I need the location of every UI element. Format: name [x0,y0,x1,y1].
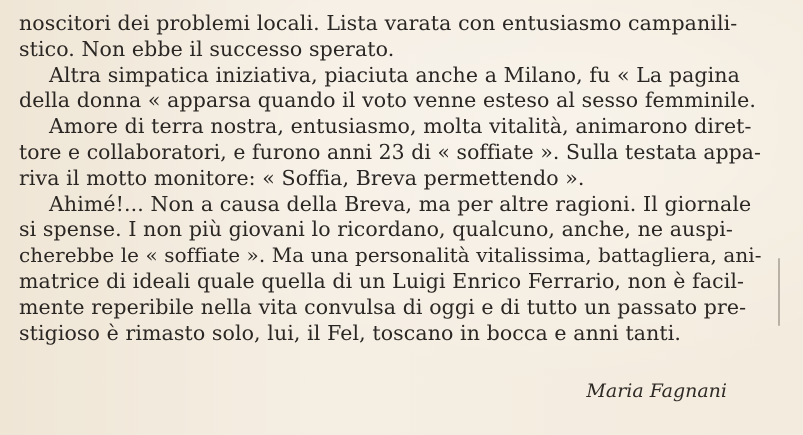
text-line: stico. Non ebbe il successo sperato. [19,36,395,61]
text-line: della donna « apparsa quando il voto venne esteso al sesso femminile. [19,88,756,113]
text-line: cherebbe le « soffiate ». Ma una personalità vitalissima, battagliera, ani- [19,243,762,268]
paragraph-start-line: Altra simpatica iniziativa, piaciuta anche a Milano, fu « La pagina [49,62,740,87]
text-line: stigioso è rimasto solo, lui, il Fel, toscano in bocca e anni tanti. [19,320,682,345]
text-line: si spense. I non più giovani lo ricordano, qualcuno, anche, ne auspi- [19,217,733,242]
text-line: matrice di ideali quale quella di un Luigi Enrico Ferrario, non è facil- [19,268,745,293]
text-line: noscitori dei problemi locali. Lista varata con entusiasmo campanili- [19,11,738,35]
text-line: riva il motto monitore: « Soffia, Breva permettendo ». [19,165,585,190]
text-line: mente reperibile nella vita convulsa di oggi e di tutto un passato pre- [19,294,747,319]
paragraph-start-line: Amore di terra nostra, entusiasmo, molta vitalità, animarono diret- [49,114,752,139]
body-text [19,11,761,346]
paragraph-start-line: Ahimé!... Non a causa della Breva, ma per altre ragioni. Il giornale [49,191,752,216]
margin-mark [778,258,780,326]
text-line: tore e collaboratori, e furono anni 23 di « soffiate ». Sulla testata appa- [19,139,761,164]
author-signature: Maria Fagnani [586,380,727,402]
